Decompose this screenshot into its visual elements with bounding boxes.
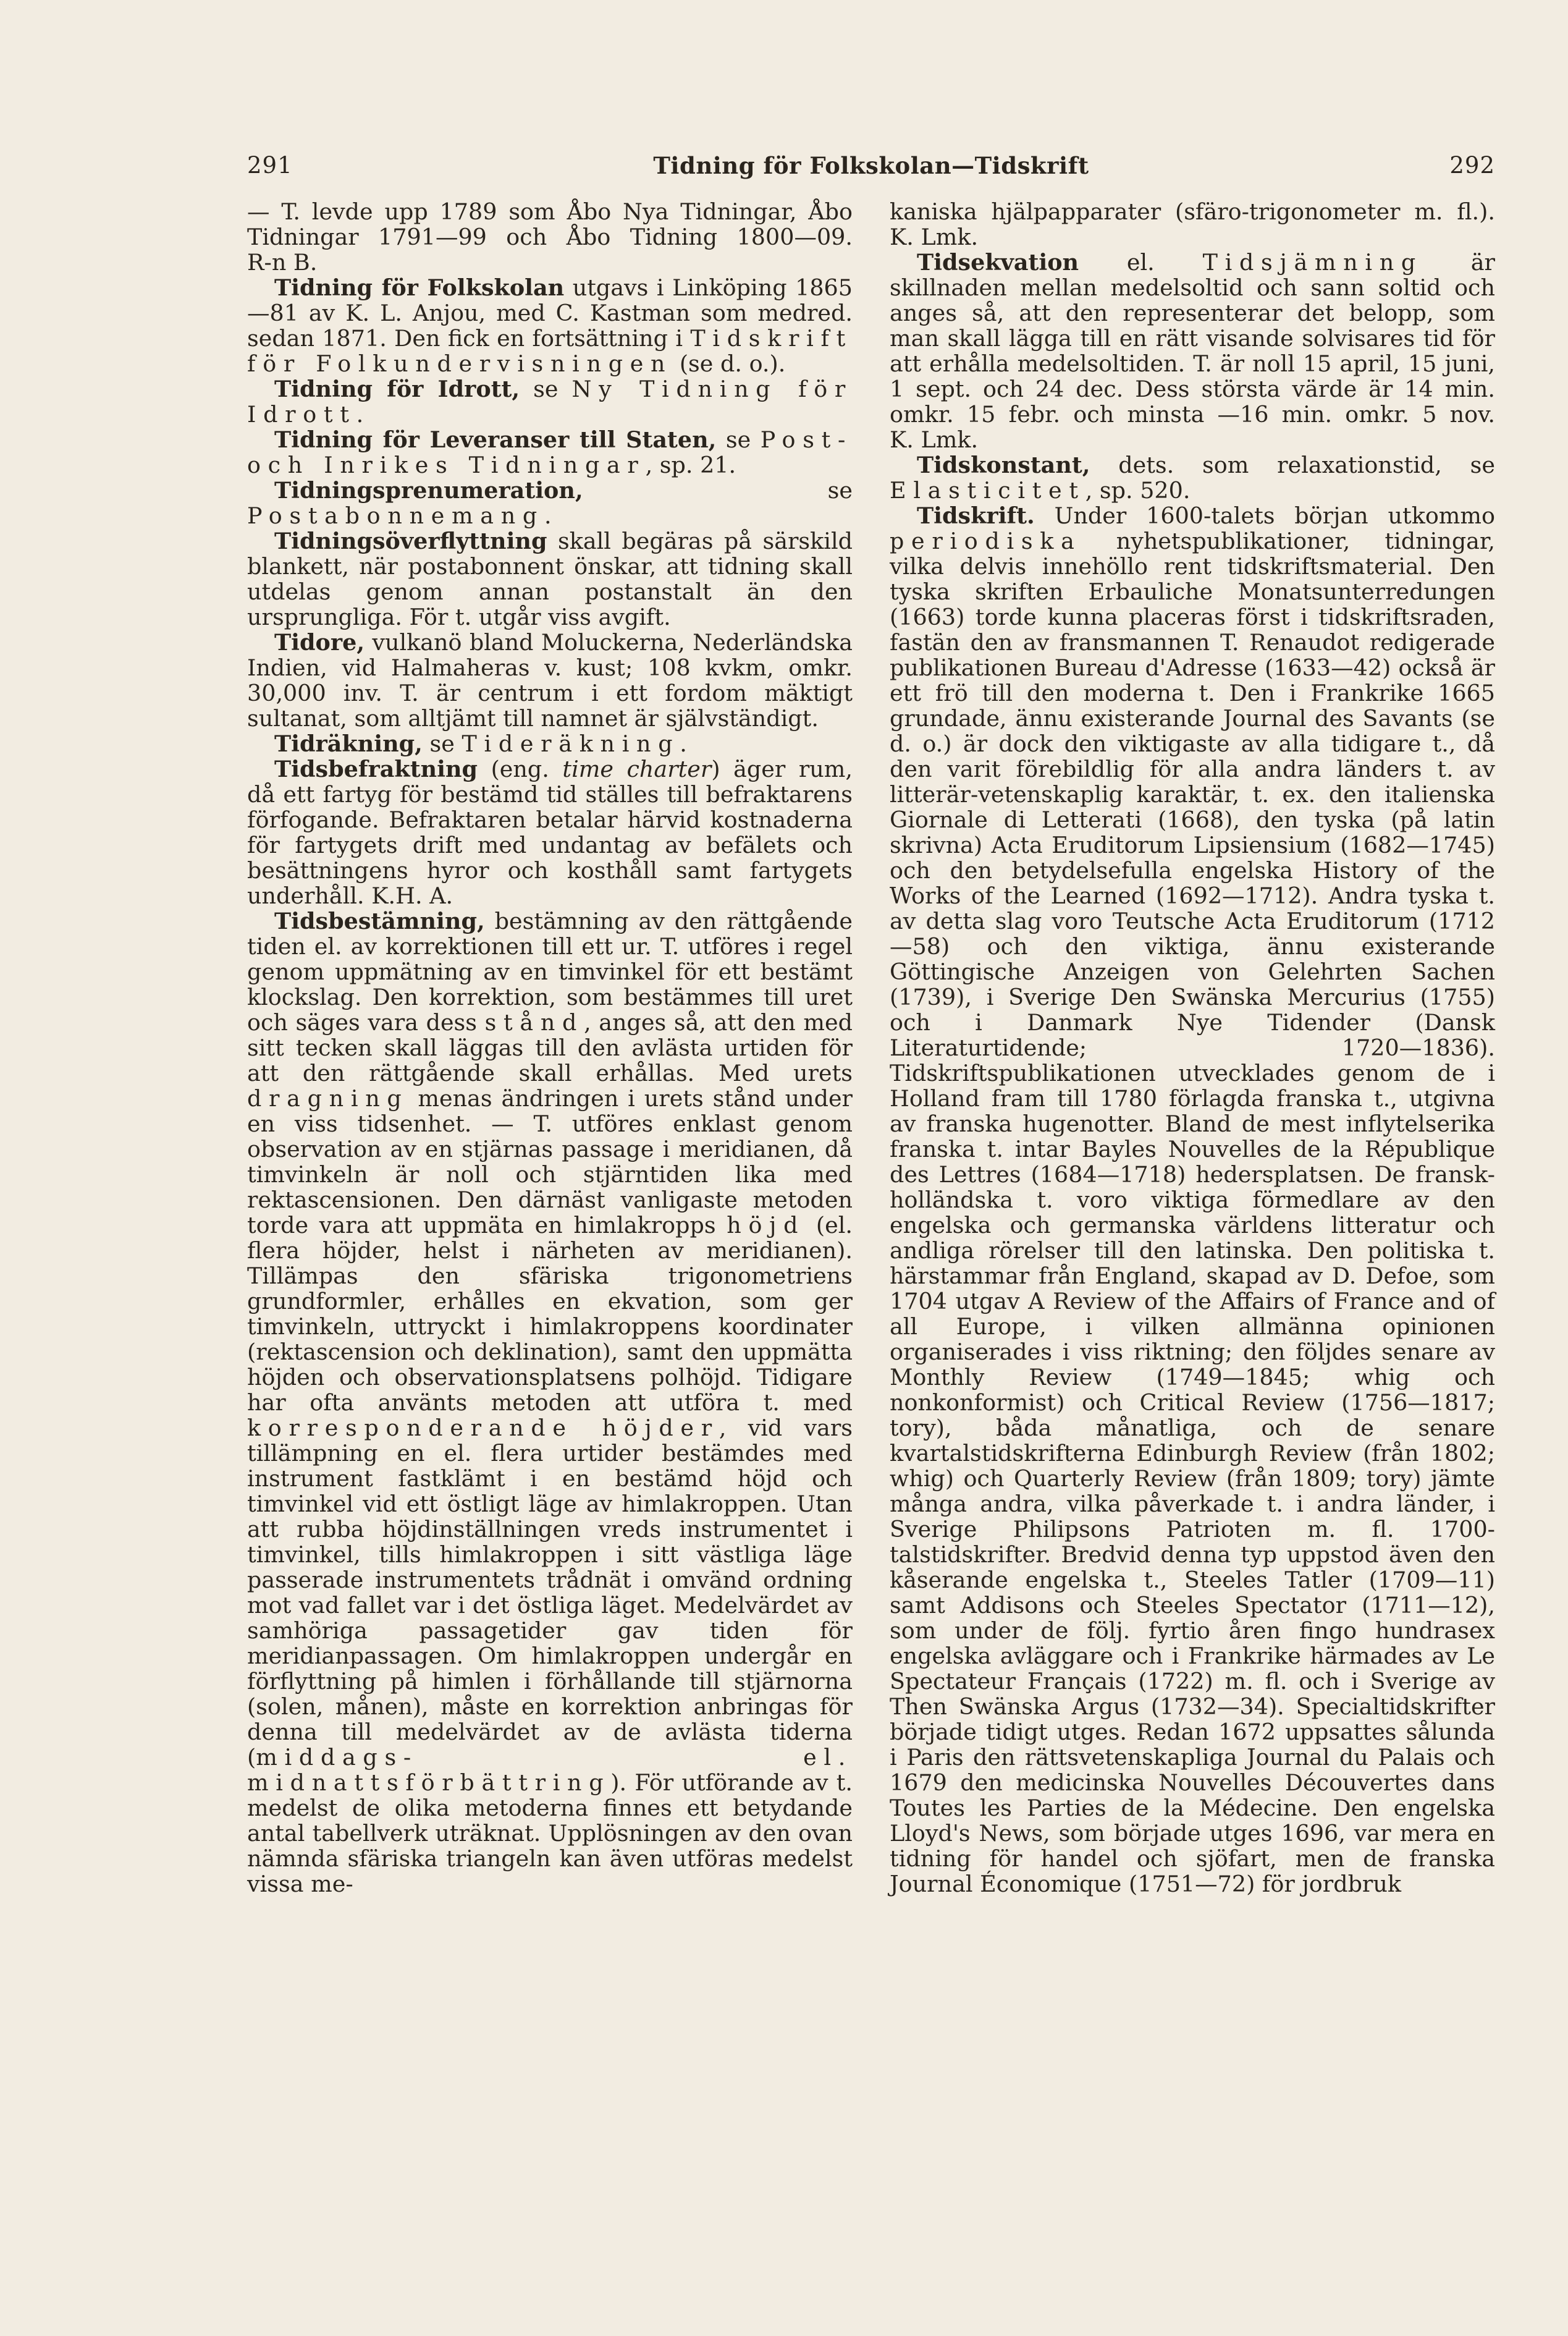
headword: Tidräkning, [274, 730, 423, 757]
headword: Tidning för Folkskolan [274, 274, 565, 301]
entry-text: bestämning av den rättgående tiden el. av korrektionen till ett ur. T. utföres i regel genom uppmätning av en timvinkel för ett bestämt klockslag. Den korrektion, som bestämmes till uret och säges vara dess [247, 908, 853, 1036]
entry-text: ) äger rum, då ett fartyg för bestämd tid ställes till befraktarens förfogande. Befraktaren betalar härvid kostnaderna för fartygets drift med undantag av befälets och besättningens hyror och kosthåll samt fartygets underhåll. [247, 756, 853, 909]
dictionary-entry [890, 503, 1495, 1897]
headword: Tidore, [274, 629, 365, 656]
entry-text: (el. flera höjder, helst i närheten av meridianen). Tillämpas den sfäriska trigonometriens grundformler, erhålles en ekvation, som ger timvinkeln, uttryckt i himlakroppens koordinater (rektascension och deklination), samt den uppmätta höjden och observationsplatsens polhöjd. Tidigare har ofta använts metoden att utföra t. med [247, 1212, 853, 1416]
entry-text: , vid vars tillämpning en el. flera urtider bestämdes med instrument fastklämt i en bestämd höjd och timvinkel vid ett östligt läge av himlakroppen. Utan att rubba höjdinställningen vreds instrumentet i timvinkel, tills himlakroppen i sitt västliga läge passerade instrumentets trådnät i omvänd ordning mot vad fallet var i det östliga läget. Medelvärdet av samhöriga passagetider gav tiden för meridianpassagen. Om himlakroppen undergår en förflyttning på himlen i förhållande till stjärnorna (solen, månen), måste en korrektion anbringas för denna till medelvärdet av de avlästa tiderna ( [247, 1415, 853, 1771]
entry-text: utgavs i Linköping 1865—81 av K. L. Anjou, med C. Kastman som medred. sedan 1871. Den fick en fortsättning i [247, 274, 853, 352]
spaced-term: Postabonnemang [247, 502, 544, 529]
page-number-right: 292 [1449, 152, 1495, 179]
headword: Tidning för Leveranser till Staten, [274, 426, 717, 453]
right-column [890, 199, 1495, 1897]
entry-text: . [680, 730, 687, 757]
spaced-term: Ny Tidning för Idrott [247, 376, 853, 428]
entry-text: nyhetspublikationer, tidningar, vilka delvis innehöllo rent tidskriftsmaterial. Den tyska skriften Erbauliche Monatsunterredungen (1663) torde kunna placeras först i tidskriftsraden, fastän den av fransmannen T. Renaudot redigerade publikationen Bureau d'Adresse (1633—42) också är ett frö till den moderna t. Den i Frankrike 1665 grundade, ännu existerande Journal des Savants (se d. o.) är dock den viktigaste av alla tidigare t., då den varit förebildlig för alla andra länders t. av litterär-vetenskaplig karaktär, t. ex. den italienska Giornale di Letterati (1668), den tyska (på latin skrivna) Acta Eruditorum Lipsiensium (1682—1745) och den betydelsefulla engelska History of the Works of the Learned (1692—1712). Andra tyska t. av detta slag voro Teutsche Acta Eruditorum (1712—58) och den viktiga, ännu existerande Göttingische Anzeigen von Gelehrten Sachen (1739), i Sverige Den Swänska Mercurius (1755) och i Danmark Nye Tidender (Dansk Literaturtidende; 1720—1836). Tidskriftspublikationen utvecklades genom de i Holland fram till 1780 förlagda franska t., utgivna av franska hugenotter. Bland de mest inflytelserika franska t. intar Bayles Nouvelles de la République des Lettres (1684—1718) hedersplatsen. De fransk-holländska t. voro viktiga förmedlare av den engelska och germanska världens litteratur och andliga rörelser till den latinska. Den politiska t. härstammar från England, skapad av D. Defoe, som 1704 utgav A Review of the Affairs of France and of all Europe, i vilken allmänna opinionen organiserades i viss riktning; den följdes senare av Monthly Review (1749—1845; whig och nonkonformist) och Critical Review (1756—1817; tory), båda månatliga, och de senare kvartalstidskrifterna Edinburgh Review (från 1802; whig) och Quarterly Review (från 1809; tory) jämte många andra, vilka påverkade t. i andra länder, i Sverige Philipsons Patrioten m. fl. 1700-talstidskrifter. Bredvid denna typ uppstod även den kåserande engelska t., Steeles Tatler (1709—11) samt Addisons och Steeles Spectator (1711—12), som under de följ. fyrtio åren fingo hundrasex engelska avläggare och i Frankrike härmades av Le Spectateur Français (1722) m. fl. och i Sverige av Then Swänska Argus (1732—34). Specialtidskrifter började tidigt utges. Redan 1672 uppsattes sålunda i Paris den rättsvetenskapliga Journal du Palais och 1679 den medicinska Nouvelles Découvertes dans Toutes les Parties de la Médecine. Den engelska Lloyd's News, som började utges 1696, var mera en tidning för handel och sjöfart, men de franska Journal Économique (1751—72) för jordbruk [890, 528, 1495, 1897]
entry-text: skall begäras på särskild blankett, när postabonnent önskar, att tidning skall utdelas genom annan postanstalt än den ursprungliga. För t. utgår viss avgift. [247, 528, 853, 630]
spaced-term: Tideräkning [462, 730, 680, 757]
dictionary-entry [247, 528, 853, 630]
author-signature: K. Lmk. [890, 426, 979, 453]
author-signature: K. Lmk. [890, 224, 979, 250]
dictionary-entry [890, 250, 1495, 452]
headword: Tidningsöverflyttning [274, 528, 547, 554]
dictionary-entry [247, 427, 853, 478]
headword: Tidskrift. [917, 502, 1035, 529]
entry-text: dets. som relaxationstid, se [1090, 452, 1495, 478]
entry-text: menas ändringen i urets stånd under en viss tidsenhet. — T. utföres enklast genom observation av en stjärnas passage i meridianen, då timvinkeln är noll och stjärntiden lika med rektascensionen. Den därnäst vanligaste metoden torde vara att uppmäta en himlakropps [247, 1085, 853, 1238]
dictionary-entry [247, 478, 853, 528]
entry-continuation [247, 199, 853, 275]
spaced-term: korresponderande höjder [247, 1415, 719, 1441]
entry-text: . [356, 401, 364, 428]
headword: Tidskonstant, [917, 452, 1090, 478]
entry-text: se [716, 426, 761, 453]
dictionary-entry [247, 756, 853, 908]
spaced-term: periodiska [890, 528, 1082, 554]
spaced-term: stånd [484, 1009, 584, 1036]
entry-text: Under 1600-talets början utkommo [1034, 502, 1495, 529]
italic-term: time charter [562, 756, 712, 782]
headword: Tidsbefraktning [274, 756, 478, 782]
spaced-term: Elasticitet [890, 477, 1085, 504]
page-number-left: 291 [247, 152, 293, 179]
running-head: Tidning för Folkskolan—Tidskrift [653, 152, 1089, 179]
dictionary-entry [247, 630, 853, 731]
dictionary-entry [247, 908, 853, 1897]
spaced-term: Post- och Inrikes Tidningar [247, 426, 853, 478]
entry-text: se [583, 477, 853, 504]
entry-text: vulkanö bland Moluckerna, Nederländska Indien, vid Halmaheras v. kust; 108 kvkm, omkr. 30,000 inv. T. är centrum i ett fordom mäktigt sultanat, som alltjämt till namnet är självständigt. [247, 629, 853, 732]
entry-text: — T. levde upp 1789 som Åbo Nya Tidningar, Åbo Tidningar 1791—99 och Åbo Tidning 1800—09. [247, 198, 853, 250]
entry-text: ). För utförande av t. medelst de olika metoderna finnes ett betydande antal tabellverk uträknat. Upplösningen av den ovan nämnda sfäriska triangeln kan även utföras medelst vissa me- [247, 1769, 853, 1897]
entry-text: . [544, 502, 552, 529]
author-signature: K.H. A. [371, 882, 453, 909]
headword: Tidning för Idrott, [274, 376, 520, 402]
entry-text: se [422, 730, 462, 757]
entry-text: , sp. 520. [1085, 477, 1191, 504]
entry-continuation [890, 199, 1495, 250]
author-signature: R-n B. [247, 249, 318, 276]
dictionary-entry [247, 731, 853, 756]
entry-text: är skillnaden mellan medelsoltid och sann soltid och anges så, att den representerar det belopp, som man skall lägga till en rätt visande solvisares tid för att erhålla medelsoltiden. T. är noll 15 april, 15 juni, 1 sept. och 24 dec. Dess största värde är 14 min. omkr. 15 febr. och minsta —16 min. omkr. 5 nov. [890, 249, 1495, 428]
entry-text: kaniska hjälpapparater (sfäro-trigonometer m. fl.). [890, 198, 1495, 225]
entry-text: el. [1079, 249, 1203, 276]
entry-text: , anges så, att den med sitt tecken skall läggas till den avlästa urtiden för att den rättgående skall erhållas. Med urets [247, 1009, 853, 1086]
left-column [247, 199, 853, 1897]
spaced-term: Tidskrift för Folkundervisningen [247, 325, 853, 377]
headword: Tidsbestämning, [274, 908, 485, 934]
page-header [247, 152, 1495, 189]
entry-text: (se d. o.). [672, 350, 786, 377]
entry-text: se [520, 376, 572, 402]
spaced-term: middags- el. midnattsförbättring [247, 1744, 853, 1796]
spaced-term: Tidsjämning [1202, 249, 1423, 276]
entry-text: , sp. 21. [645, 452, 736, 478]
entry-text: (eng. [478, 756, 563, 782]
dictionary-entry [247, 376, 853, 427]
spaced-term: höjd [727, 1212, 806, 1238]
dictionary-entry [247, 275, 853, 376]
headword: Tidsekvation [917, 249, 1079, 276]
headword: Tidningsprenumeration, [274, 477, 583, 504]
dictionary-entry [890, 452, 1495, 503]
spaced-term: dragning [247, 1085, 409, 1112]
